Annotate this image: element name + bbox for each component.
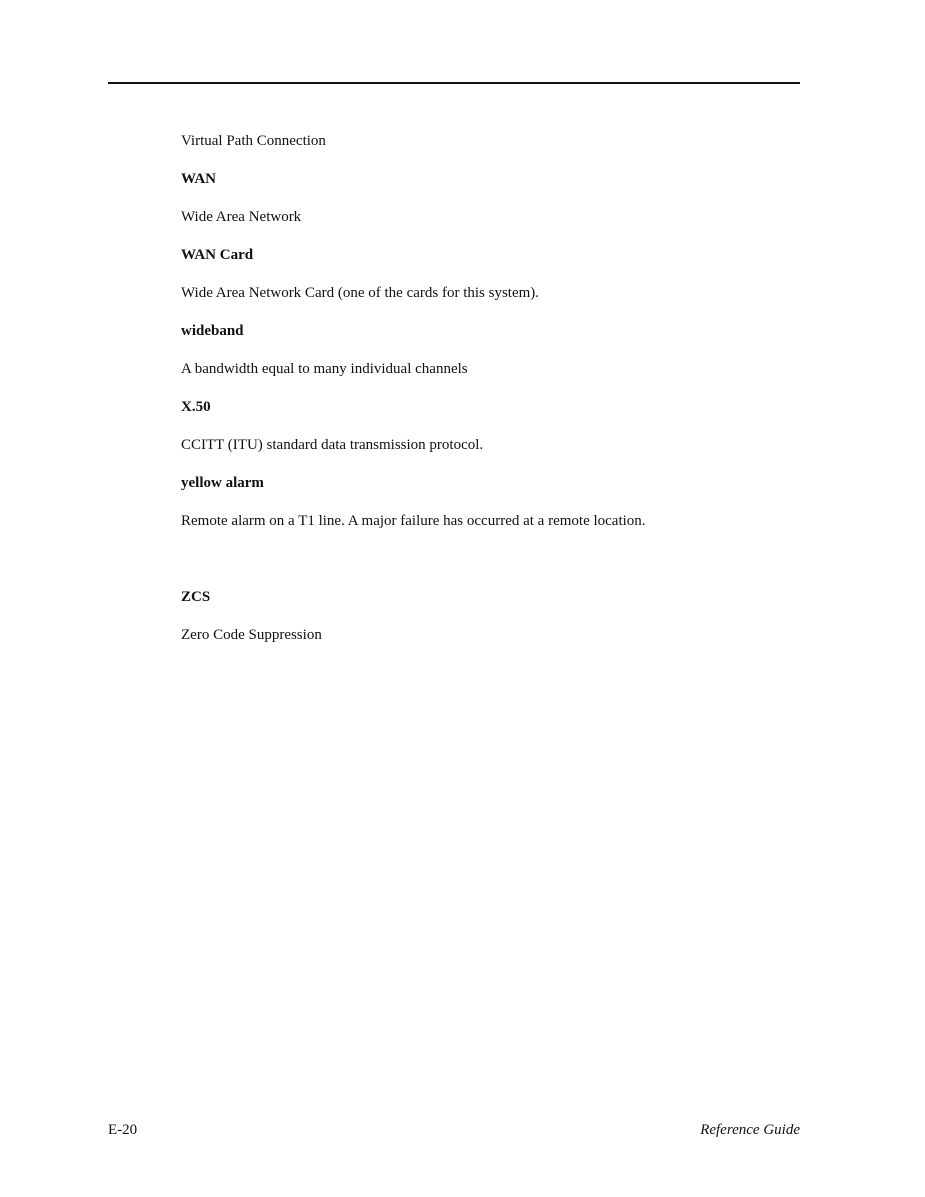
glossary-term: yellow alarm <box>181 475 264 491</box>
glossary-definition: A bandwidth equal to many individual channels <box>181 361 468 377</box>
glossary-term: wideband <box>181 323 244 339</box>
glossary-definition: Virtual Path Connection <box>181 133 326 149</box>
glossary-definition: CCITT (ITU) standard data transmission protocol. <box>181 437 484 453</box>
book-title: Reference Guide <box>700 1122 800 1138</box>
glossary-term: X.50 <box>181 399 211 415</box>
glossary-definition: Wide Area Network <box>181 209 302 225</box>
page-number: E-20 <box>108 1122 138 1138</box>
glossary-term: WAN <box>181 171 217 187</box>
glossary-definition: Wide Area Network Card (one of the cards for this system). <box>181 285 540 301</box>
glossary-content <box>181 132 801 645</box>
glossary-term: ZCS <box>181 589 211 605</box>
glossary-definition: Remote alarm on a T1 line. A major failure has occurred at a remote location. <box>181 513 646 529</box>
glossary-term: WAN Card <box>181 247 254 263</box>
glossary-definition: Zero Code Suppression <box>181 627 322 643</box>
header-rule <box>108 82 800 84</box>
